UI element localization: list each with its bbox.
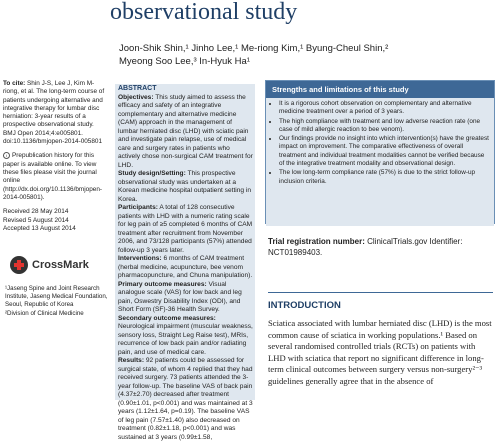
design-label: Study design/Setting:	[118, 170, 186, 177]
cite-label: To cite:	[3, 80, 26, 87]
strengths-box	[265, 80, 495, 224]
objectives-label: Objectives:	[118, 93, 154, 101]
strength-item: • Our findings provide no insight into which intervention(s) have the greatest impact on improvement. The comparative effectiveness of overall treatment and individual treatment modalities cannot be verified because of the integrative treatment modality and observational design.	[279, 135, 490, 168]
interventions-text: 6 months of CAM treatment (herbal medicine, acupuncture, bee venom pharmacopuncture, and Chuna manipulation).	[118, 255, 253, 279]
trial-registration	[268, 236, 493, 258]
intro-heading: INTRODUCTION	[268, 300, 341, 311]
section-divider	[268, 292, 493, 293]
trial-text: ClinicalTrials.gov Identifier: NCT01989403.	[268, 237, 463, 257]
info-icon: i	[3, 152, 10, 159]
left-sidebar	[3, 80, 107, 233]
affiliation-1: ¹Jaseng Spine and Joint Research Institute, Jaseng Medical Foundation, Seoul, Republic of Korea	[5, 285, 108, 309]
intro-text: Sciatica associated with lumbar herniated disc (LHD) is the most common cause of sciatica in working populations.¹ Based on several randomised controlled trials (RCTs) on patients with LHD with sciatica that report no significant difference in long-term clinical outcomes between surgery versus non-surgery²⁻³ guidelines generally agree that in the absence of	[268, 318, 492, 386]
results-label: Results:	[118, 357, 145, 364]
abstract-heading: ABSTRACT	[118, 85, 157, 92]
abstract-objectives	[118, 94, 253, 171]
participants-text: A total of 128 consecutive patients with LHD with a numeric rating scale for leg pain of ≥5 completed 6 months of CAM treatment after recruitment from November 2006, and 73/128 participants (57%) attended follow-up 3 years later.	[118, 204, 253, 254]
date-revised: Revised 5 August 2014	[3, 216, 69, 224]
prepub-note	[3, 152, 107, 202]
secondary-text: Neurological impairment (muscular weakness, sensory loss, Straight Leg Raise test), MRIs, recurrence of low back pain and/or radiating pain, and use of medical care.	[118, 323, 253, 356]
crossmark-label: CrossMark	[32, 259, 89, 271]
strengths-heading: Strengths and limitations of this study	[266, 81, 494, 98]
strengths-list	[270, 100, 490, 186]
trial-label: Trial registration number:	[268, 237, 365, 246]
cite-text: Shin J-S, Lee J, Kim M-riong, et al. The long-term course of patients undergoing alternative and integrative therapy for lumbar disc herniation: 3-year results of a prospective observational study. BMJ Open 2014;4:e005801. doi:10.1136/bmjopen-2014-005801	[3, 80, 105, 146]
abstract-primary	[118, 281, 253, 315]
article-title: observational study	[110, 0, 298, 25]
strength-item: • The low long-term compliance rate (57%) is due to the strict follow-up inclusion criteria.	[279, 169, 490, 186]
secondary-label: Secondary outcome measures:	[118, 314, 216, 322]
primary-label: Primary outcome measures:	[118, 280, 207, 288]
strength-item: • The high compliance with treatment and low adverse reaction rate (one case of mild allergic reaction to bee venom).	[279, 118, 490, 135]
abstract-interventions	[118, 255, 253, 281]
strength-item: • It is a rigorous cohort observation on complementary and alternative medicine treatment over a period of 3 years.	[279, 100, 490, 117]
date-received: Received 28 May 2014	[3, 208, 69, 216]
abstract	[118, 85, 253, 442]
results-text: 92 patients could be assessed for surgical state, of whom 4 replied that they had received surgery. 73 patients attended the 3-year follow-up. The baseline VAS of back pain (4.37±2.70) decreased after treatment (0.90±1.01, p<0.001) and was maintained at 3 years (1.12±1.64, p=0.19). The baseline VAS of leg pain (7.57±1.40) also decreased on treatment (0.82±1.18, p<0.001) and was sustained at 3 years (0.99±1.58,	[118, 357, 253, 441]
abstract-design	[118, 170, 253, 204]
abstract-secondary	[118, 315, 253, 358]
affiliation-2: ²Division of Clinical Medicine	[5, 309, 84, 317]
strengths-body	[266, 98, 494, 226]
abstract-participants	[118, 204, 253, 255]
interventions-label: Interventions:	[118, 255, 162, 262]
design-text: This prospective observational study was undertaken at a Korean medicine hospital outpatient setting in Korea.	[118, 170, 252, 203]
prepub-text: Prepublication history for this paper is available online. To view these files please visit the journal online (http://dx.doi.org/10.1136/bmjopen-2014-005801).	[3, 152, 102, 202]
dates-block	[3, 208, 107, 233]
affiliations	[5, 285, 109, 318]
primary-text: Visual analogue scale (VAS) for low back and leg pain, Oswestry Disability Index (ODI), and Short Form (SF)-36 Health Survey.	[118, 280, 242, 313]
crossmark-badge[interactable]	[10, 255, 105, 275]
crossmark-icon	[10, 256, 28, 274]
author-list: Joon-Shik Shin,¹ Jinho Lee,¹ Me-riong Kim,¹ Byung-Cheul Shin,² Myeong Soo Lee,³ In-Hyuk Ha¹	[119, 43, 389, 67]
objectives-text: This study aimed to assess the efficacy and safety of an integrative complementary and alternative medicine (CAM) approach in the management of lumbar herniated disc (LHD) with sciatic pain and investigate pain relapse, use of medical care and surgery rates in patients who actively chose non-surgical CAM treatment for LHD.	[118, 93, 253, 169]
date-accepted: Accepted 13 August 2014	[3, 224, 76, 232]
citation-block	[3, 80, 107, 146]
participants-label: Participants:	[118, 204, 158, 211]
